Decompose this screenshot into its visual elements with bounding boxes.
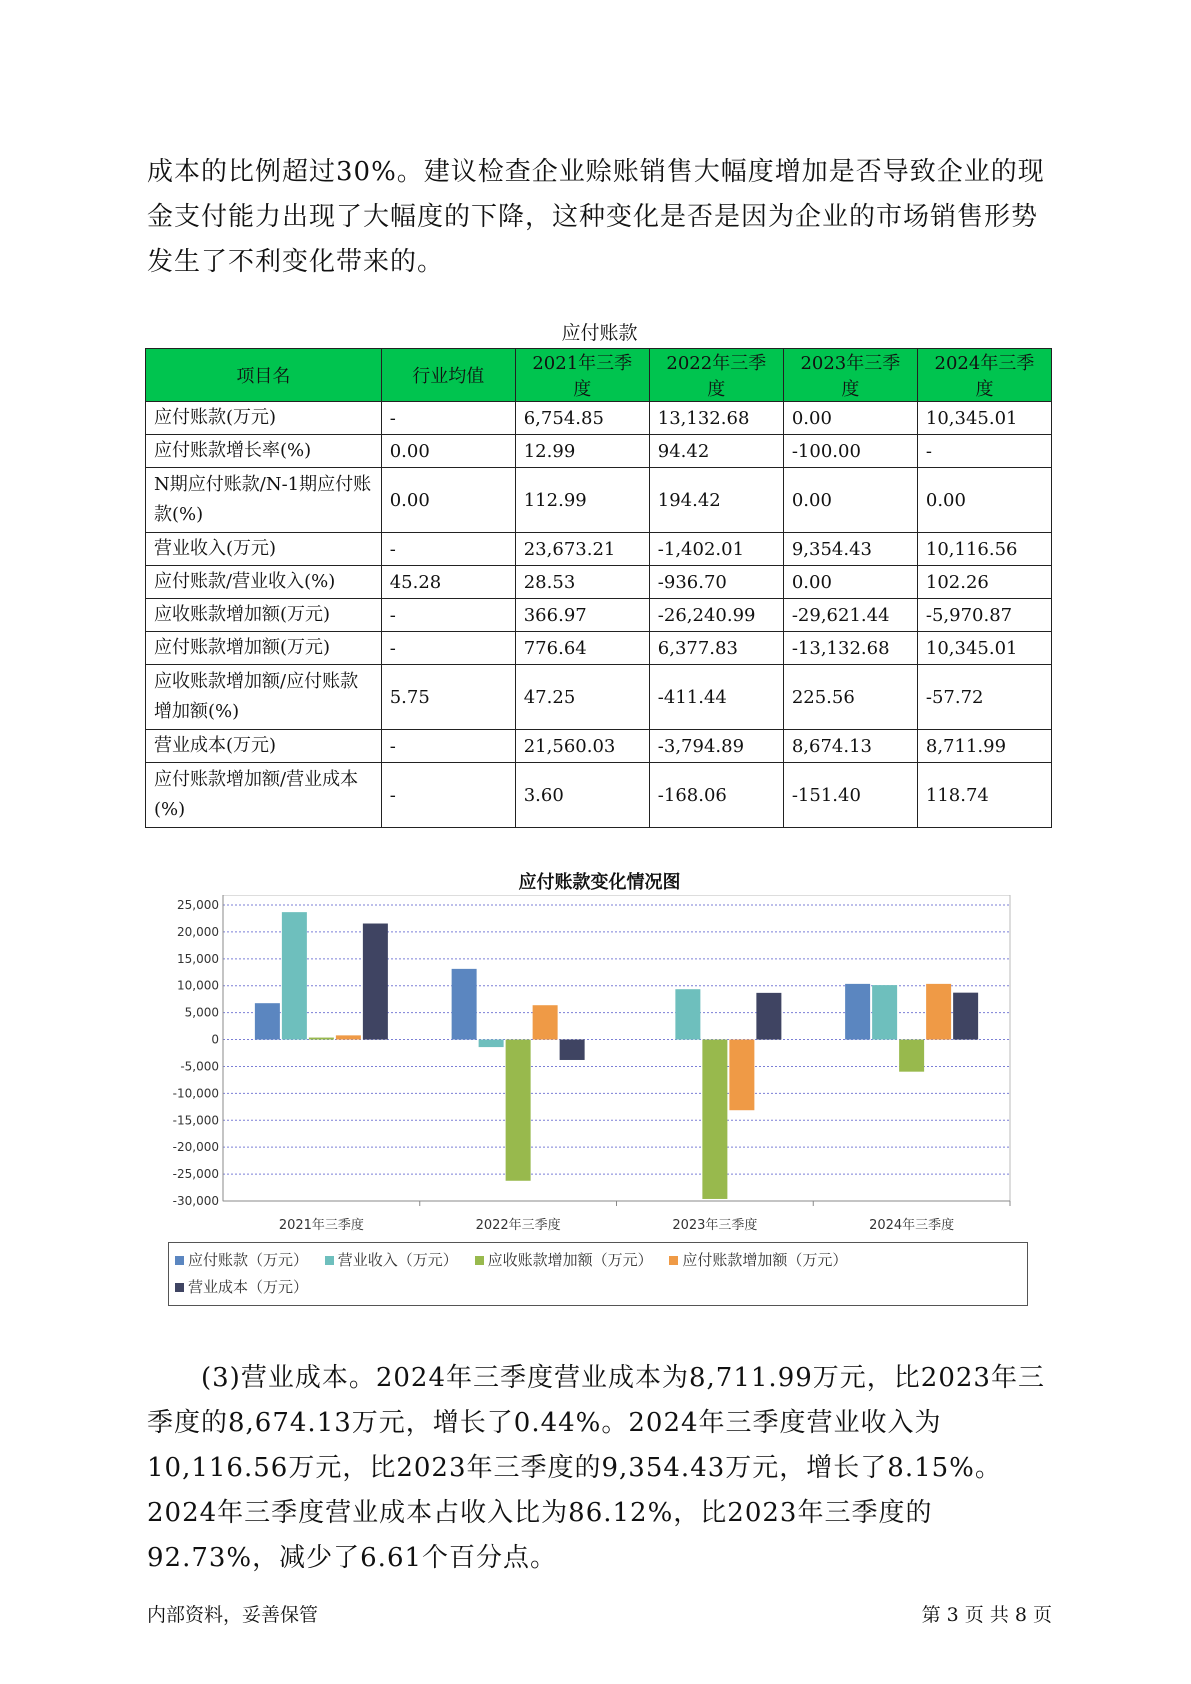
- cell: -: [381, 632, 515, 665]
- cost-paragraph-text: (3)营业成本。2024年三季度营业成本为8,711.99万元，比2023年三季度的8,674.13万元，增长了0.44%。2024年三季度营业收入为10,116.56万元，比2023年三季度的9,354.43万元，增长了8.15%。2024年三季度营业成本占收入比为86.12%，比2023年三季度的92.73%，减少了6.61个百分点。: [147, 1363, 1045, 1573]
- x-tick-label: 2021年三季度: [278, 1218, 364, 1233]
- y-tick-label: -5,000: [180, 1059, 219, 1074]
- cell: 8,711.99: [917, 730, 1051, 763]
- cell: 6,377.83: [649, 632, 783, 665]
- row-name: 应收账款增加额/应付账款增加额(%): [146, 665, 382, 730]
- x-tick-label: 2022年三季度: [475, 1218, 561, 1233]
- cell: 10,116.56: [917, 533, 1051, 566]
- cell: 28.53: [515, 566, 649, 599]
- cell: 94.42: [649, 435, 783, 468]
- cell: 112.99: [515, 468, 649, 533]
- footer-page-number: 第 3 页 共 8 页: [921, 1604, 1052, 1626]
- cell: 47.25: [515, 665, 649, 730]
- cell: -411.44: [649, 665, 783, 730]
- table-row: [146, 665, 1052, 730]
- row-name: 营业成本(万元): [146, 730, 382, 763]
- legend-item: [325, 1247, 458, 1274]
- table-title: 应付账款: [561, 322, 638, 344]
- legend-swatch: [325, 1256, 334, 1265]
- header-cell: 2021年三季度: [515, 349, 649, 402]
- legend-swatch: [475, 1256, 484, 1265]
- bar: [363, 924, 388, 1040]
- intro-paragraph: 成本的比例超过30%。建议检查企业赊账销售大幅度增加是否导致企业的现金支付能力出现了大幅度的下降，这种变化是否是因为企业的市场销售形势发生了不利变化带来的。: [147, 157, 1045, 277]
- legend-label: 营业收入（万元）: [337, 1251, 458, 1269]
- cell: -3,794.89: [649, 730, 783, 763]
- bar: [845, 984, 870, 1040]
- x-tick-label: 2023年三季度: [672, 1218, 758, 1233]
- legend-swatch: [669, 1256, 678, 1265]
- table-row: [146, 435, 1052, 468]
- bar: [926, 984, 951, 1040]
- cell: -57.72: [917, 665, 1051, 730]
- table-row: [146, 730, 1052, 763]
- table-row: [146, 632, 1052, 665]
- y-tick-label: 0: [211, 1032, 219, 1047]
- y-tick-label: 15,000: [177, 951, 219, 966]
- bar: [479, 1040, 504, 1048]
- row-name: 应付账款增长率(%): [146, 435, 382, 468]
- legend-item: [669, 1247, 847, 1274]
- cell: 118.74: [917, 763, 1051, 828]
- cell: 225.56: [783, 665, 917, 730]
- bar: [560, 1040, 585, 1060]
- accounts-payable-table: [145, 348, 1052, 828]
- row-name: 应付账款增加额(万元): [146, 632, 382, 665]
- table-header-row: [146, 349, 1052, 402]
- y-tick-label: 20,000: [177, 924, 219, 939]
- legend-label: 应付账款（万元）: [188, 1251, 309, 1269]
- bar: [675, 989, 700, 1039]
- table-row: [146, 468, 1052, 533]
- cell: 0.00: [917, 468, 1051, 533]
- cell: 10,345.01: [917, 402, 1051, 435]
- table-row: [146, 763, 1052, 828]
- cell: -936.70: [649, 566, 783, 599]
- y-tick-label: -15,000: [172, 1113, 219, 1128]
- bar: [729, 1040, 754, 1111]
- bar: [506, 1040, 531, 1181]
- bar: [309, 1038, 334, 1040]
- legend-item: [175, 1247, 308, 1274]
- header-cell: 行业均值: [381, 349, 515, 402]
- bar: [872, 985, 897, 1039]
- cell: -: [381, 533, 515, 566]
- row-name: 应付账款增加额/营业成本(%): [146, 763, 382, 828]
- chart-legend: [168, 1242, 1028, 1306]
- cell: 0.00: [783, 566, 917, 599]
- bar: [899, 1040, 924, 1072]
- table-row: [146, 566, 1052, 599]
- cell: -: [381, 730, 515, 763]
- table-row: [146, 533, 1052, 566]
- bar: [756, 993, 781, 1040]
- row-name: 应付账款(万元): [146, 402, 382, 435]
- row-name: 应收账款增加额(万元): [146, 599, 382, 632]
- cell: 0.00: [381, 468, 515, 533]
- header-cell: 2023年三季度: [783, 349, 917, 402]
- legend-swatch: [175, 1283, 184, 1292]
- row-name: N期应付账款/N-1期应付账款(%): [146, 468, 382, 533]
- cell: 366.97: [515, 599, 649, 632]
- cell: 45.28: [381, 566, 515, 599]
- bar: [255, 1003, 280, 1039]
- cell: 5.75: [381, 665, 515, 730]
- bar: [452, 969, 477, 1040]
- bar: [533, 1005, 558, 1039]
- cell: -: [381, 402, 515, 435]
- cell: 0.00: [783, 402, 917, 435]
- y-tick-label: -25,000: [172, 1167, 219, 1182]
- bar: [336, 1035, 361, 1039]
- cell: -5,970.87: [917, 599, 1051, 632]
- cell: -26,240.99: [649, 599, 783, 632]
- legend-label: 应付账款增加额（万元）: [682, 1251, 848, 1269]
- table-row: [146, 402, 1052, 435]
- y-tick-label: 5,000: [184, 1005, 219, 1020]
- cell: -: [917, 435, 1051, 468]
- cell: 23,673.21: [515, 533, 649, 566]
- x-tick-label: 2024年三季度: [869, 1218, 955, 1233]
- cell: -: [381, 599, 515, 632]
- cell: 3.60: [515, 763, 649, 828]
- chart-title: 应付账款变化情况图: [518, 872, 681, 893]
- cell: 102.26: [917, 566, 1051, 599]
- bar: [953, 993, 978, 1040]
- cell: -168.06: [649, 763, 783, 828]
- cell: -29,621.44: [783, 599, 917, 632]
- cell: 9,354.43: [783, 533, 917, 566]
- cell: -1,402.01: [649, 533, 783, 566]
- cell: -: [381, 763, 515, 828]
- legend-swatch: [175, 1256, 184, 1265]
- legend-item: [175, 1274, 308, 1301]
- legend-label: 营业成本（万元）: [188, 1278, 309, 1296]
- y-tick-label: -10,000: [172, 1086, 219, 1101]
- cell: 10,345.01: [917, 632, 1051, 665]
- cell: -151.40: [783, 763, 917, 828]
- header-cell: 2024年三季度: [917, 349, 1051, 402]
- row-name: 营业收入(万元): [146, 533, 382, 566]
- header-cell: 2022年三季度: [649, 349, 783, 402]
- plot-frame: [223, 895, 1010, 1201]
- cell: 13,132.68: [649, 402, 783, 435]
- bar: [702, 1040, 727, 1199]
- y-tick-label: 10,000: [177, 978, 219, 993]
- cell: 0.00: [381, 435, 515, 468]
- cell: 8,674.13: [783, 730, 917, 763]
- cost-paragraph: [147, 1356, 1052, 1581]
- cell: 12.99: [515, 435, 649, 468]
- cell: 6,754.85: [515, 402, 649, 435]
- bar: [282, 912, 307, 1039]
- y-tick-label: 25,000: [177, 898, 219, 912]
- y-tick-label: -20,000: [172, 1140, 219, 1155]
- row-name: 应付账款/营业收入(%): [146, 566, 382, 599]
- footer-confidential: 内部资料，妥善保管: [147, 1604, 319, 1626]
- cell: 776.64: [515, 632, 649, 665]
- header-cell: 项目名: [146, 349, 382, 402]
- legend-item: [475, 1247, 653, 1274]
- cell: 194.42: [649, 468, 783, 533]
- y-tick-label: -30,000: [172, 1194, 219, 1208]
- cell: 21,560.03: [515, 730, 649, 763]
- cell: -100.00: [783, 435, 917, 468]
- table-row: [146, 599, 1052, 632]
- cell: -13,132.68: [783, 632, 917, 665]
- cell: 0.00: [783, 468, 917, 533]
- legend-label: 应收账款增加额（万元）: [487, 1251, 653, 1269]
- bar-chart: [155, 895, 1035, 1240]
